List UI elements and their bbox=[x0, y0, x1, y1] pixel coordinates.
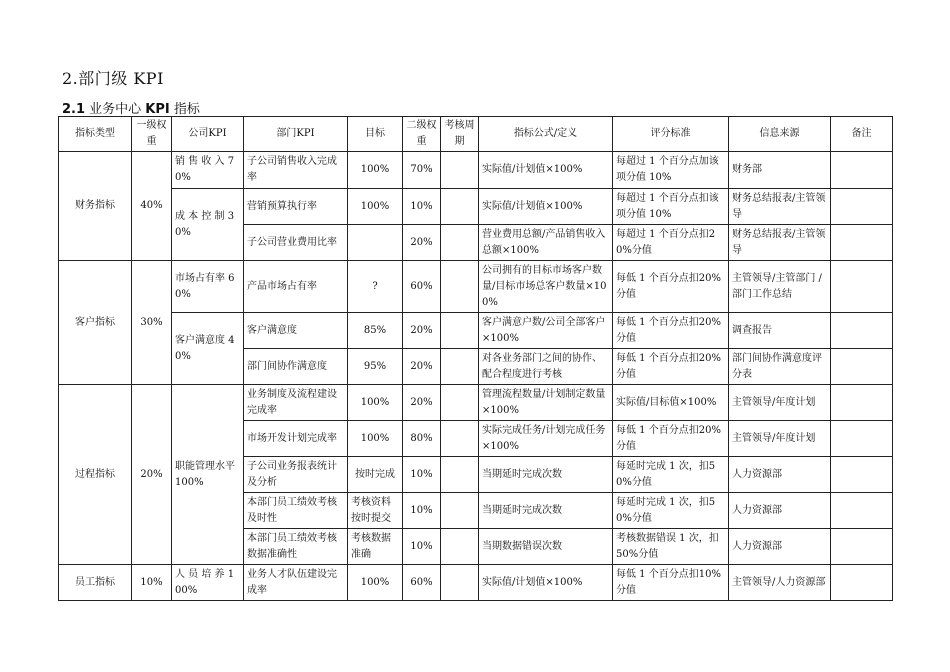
level2-weight-cell: 60% bbox=[403, 565, 441, 601]
formula-cell: 当期延时完成次数 bbox=[479, 493, 613, 529]
indicator-type-cell: 财务指标 bbox=[59, 152, 132, 261]
scoring-cell: 实际值/目标值×100% bbox=[613, 385, 729, 421]
level2-weight-cell: 10% bbox=[403, 189, 441, 225]
formula-cell: 实际完成任务/计划完成任务×100% bbox=[479, 421, 613, 457]
table-row bbox=[59, 565, 893, 601]
company-kpi-cell: 客户满意度 40% bbox=[172, 313, 244, 385]
source-cell: 人力资源部 bbox=[729, 529, 831, 565]
remark-cell bbox=[831, 565, 893, 601]
source-cell: 人力资源部 bbox=[729, 457, 831, 493]
header-cell: 部门KPI bbox=[244, 117, 348, 152]
indicator-type-cell: 过程指标 bbox=[59, 385, 132, 565]
scoring-cell: 每低 1 个百分点扣20%分值 bbox=[613, 349, 729, 385]
table-row bbox=[59, 189, 893, 225]
level2-weight-cell: 10% bbox=[403, 457, 441, 493]
company-kpi-cell: 成 本 控 制 30% bbox=[172, 189, 244, 261]
target-cell: 按时完成 bbox=[348, 457, 403, 493]
dept-kpi-cell: 子公司业务报表统计及分析 bbox=[244, 457, 348, 493]
remark-cell bbox=[831, 421, 893, 457]
remark-cell bbox=[831, 493, 893, 529]
scoring-cell: 每超过 1 个百分点扣该项分值 10% bbox=[613, 189, 729, 225]
level2-weight-cell: 10% bbox=[403, 493, 441, 529]
table-row bbox=[59, 261, 893, 313]
scoring-cell: 每延时完成 1 次，扣50%分值 bbox=[613, 493, 729, 529]
scoring-cell: 考核数据错误 1 次，扣 50%分值 bbox=[613, 529, 729, 565]
indicator-type-cell: 客户指标 bbox=[59, 261, 132, 385]
source-cell: 主管领导/年度计划 bbox=[729, 421, 831, 457]
source-cell: 部门间协作满意度评分表 bbox=[729, 349, 831, 385]
cycle-cell bbox=[441, 349, 479, 385]
dept-kpi-cell: 营销预算执行率 bbox=[244, 189, 348, 225]
header-cell: 指标类型 bbox=[59, 117, 132, 152]
indicator-type-cell: 员工指标 bbox=[59, 565, 132, 601]
cycle-cell bbox=[441, 152, 479, 189]
target-cell: 考核资料按时提交 bbox=[348, 493, 403, 529]
source-cell: 主管领导/人力资源部 bbox=[729, 565, 831, 601]
company-kpi-cell: 人 员 培 养 100% bbox=[172, 565, 244, 601]
level2-weight-cell: 70% bbox=[403, 152, 441, 189]
source-cell: 主管领导/主管部门 /部门工作总结 bbox=[729, 261, 831, 313]
cycle-cell bbox=[441, 189, 479, 225]
section-number: 2.1 bbox=[62, 102, 86, 117]
level2-weight-cell: 20% bbox=[403, 385, 441, 421]
remark-cell bbox=[831, 225, 893, 261]
scoring-cell: 每低 1 个百分点扣20%分值 bbox=[613, 313, 729, 349]
remark-cell bbox=[831, 261, 893, 313]
header-cell: 备注 bbox=[831, 117, 893, 152]
remark-cell bbox=[831, 385, 893, 421]
section-text-1: 业务中心 bbox=[85, 102, 146, 117]
scoring-cell: 每低 1 个百分点扣20%分值 bbox=[613, 261, 729, 313]
target-cell: 100% bbox=[348, 385, 403, 421]
cycle-cell bbox=[441, 385, 479, 421]
page-heading: 2.部门级 KPI bbox=[62, 69, 164, 88]
scoring-cell: 每超过 1 个百分点扣20%分值 bbox=[613, 225, 729, 261]
formula-cell: 公司拥有的目标市场客户数量/目标市场总客户数量×100% bbox=[479, 261, 613, 313]
header-cell: 信息来源 bbox=[729, 117, 831, 152]
header-cell: 二级权重 bbox=[403, 117, 441, 152]
header-cell: 评分标准 bbox=[613, 117, 729, 152]
source-cell: 调查报告 bbox=[729, 313, 831, 349]
remark-cell bbox=[831, 457, 893, 493]
level2-weight-cell: 20% bbox=[403, 313, 441, 349]
formula-cell: 实际值/计划值×100% bbox=[479, 152, 613, 189]
target-cell: ? bbox=[348, 261, 403, 313]
cycle-cell bbox=[441, 529, 479, 565]
table-header-row bbox=[59, 117, 893, 152]
company-kpi-cell: 销 售 收 入 70% bbox=[172, 152, 244, 189]
level1-weight-cell: 40% bbox=[132, 152, 172, 261]
target-cell: 95% bbox=[348, 349, 403, 385]
dept-kpi-cell: 业务制度及流程建设完成率 bbox=[244, 385, 348, 421]
remark-cell bbox=[831, 529, 893, 565]
remark-cell bbox=[831, 313, 893, 349]
cycle-cell bbox=[441, 225, 479, 261]
section-text-2: 指标 bbox=[169, 102, 200, 117]
formula-cell: 实际值/计划值×100% bbox=[479, 189, 613, 225]
dept-kpi-cell: 业务人才队伍建设完成率 bbox=[244, 565, 348, 601]
target-cell: 100% bbox=[348, 421, 403, 457]
section-heading bbox=[62, 98, 200, 117]
header-cell: 一级权重 bbox=[132, 117, 172, 152]
scoring-cell: 每延时完成 1 次，扣50%分值 bbox=[613, 457, 729, 493]
remark-cell bbox=[831, 189, 893, 225]
level2-weight-cell: 20% bbox=[403, 225, 441, 261]
source-cell: 人力资源部 bbox=[729, 493, 831, 529]
dept-kpi-cell: 市场开发计划完成率 bbox=[244, 421, 348, 457]
remark-cell bbox=[831, 152, 893, 189]
company-kpi-cell: 市场占有率 60% bbox=[172, 261, 244, 313]
level2-weight-cell: 80% bbox=[403, 421, 441, 457]
header-cell: 公司KPI bbox=[172, 117, 244, 152]
header-cell: 考核周期 bbox=[441, 117, 479, 152]
dept-kpi-cell: 客户满意度 bbox=[244, 313, 348, 349]
dept-kpi-cell: 子公司销售收入完成率 bbox=[244, 152, 348, 189]
level2-weight-cell: 60% bbox=[403, 261, 441, 313]
level1-weight-cell: 20% bbox=[132, 385, 172, 565]
level2-weight-cell: 20% bbox=[403, 349, 441, 385]
scoring-cell: 每低 1 个百分点扣20%分值 bbox=[613, 421, 729, 457]
dept-kpi-cell: 部门间协作满意度 bbox=[244, 349, 348, 385]
target-cell: 100% bbox=[348, 152, 403, 189]
cycle-cell bbox=[441, 421, 479, 457]
scoring-cell: 每超过 1 个百分点加该项分值 10% bbox=[613, 152, 729, 189]
table-row bbox=[59, 152, 893, 189]
header-cell: 指标公式/定义 bbox=[479, 117, 613, 152]
formula-cell: 当期数据错误次数 bbox=[479, 529, 613, 565]
formula-cell: 客户满意户数/公司全部客户×100% bbox=[479, 313, 613, 349]
target-cell: 85% bbox=[348, 313, 403, 349]
formula-cell: 对各业务部门之间的协作、配合程度进行考核 bbox=[479, 349, 613, 385]
formula-cell: 营业费用总额/产品销售收入总额×100% bbox=[479, 225, 613, 261]
formula-cell: 管理流程数量/计划制定数量×100% bbox=[479, 385, 613, 421]
source-cell: 主管领导/年度计划 bbox=[729, 385, 831, 421]
scoring-cell: 每低 1 个百分点扣10%分值 bbox=[613, 565, 729, 601]
target-cell: 100% bbox=[348, 565, 403, 601]
level2-weight-cell: 10% bbox=[403, 529, 441, 565]
level1-weight-cell: 30% bbox=[132, 261, 172, 385]
header-cell: 目标 bbox=[348, 117, 403, 152]
target-cell: 考核数据准确 bbox=[348, 529, 403, 565]
cycle-cell bbox=[441, 565, 479, 601]
level1-weight-cell: 10% bbox=[132, 565, 172, 601]
company-kpi-cell: 职能管理水平 100% bbox=[172, 385, 244, 565]
table-row bbox=[59, 313, 893, 349]
table-row bbox=[59, 385, 893, 421]
dept-kpi-cell: 产品市场占有率 bbox=[244, 261, 348, 313]
formula-cell: 当期延时完成次数 bbox=[479, 457, 613, 493]
target-cell bbox=[348, 225, 403, 261]
source-cell: 财务总结报表/主管领导 bbox=[729, 189, 831, 225]
kpi-table bbox=[58, 116, 893, 601]
cycle-cell bbox=[441, 457, 479, 493]
target-cell: 100% bbox=[348, 189, 403, 225]
dept-kpi-cell: 子公司营业费用比率 bbox=[244, 225, 348, 261]
remark-cell bbox=[831, 349, 893, 385]
source-cell: 财务部 bbox=[729, 152, 831, 189]
formula-cell: 实际值/计划值×100% bbox=[479, 565, 613, 601]
dept-kpi-cell: 本部门员工绩效考核数据准确性 bbox=[244, 529, 348, 565]
cycle-cell bbox=[441, 313, 479, 349]
section-kpi: KPI bbox=[145, 102, 170, 117]
cycle-cell bbox=[441, 261, 479, 313]
source-cell: 财务总结报表/主管领导 bbox=[729, 225, 831, 261]
dept-kpi-cell: 本部门员工绩效考核及时性 bbox=[244, 493, 348, 529]
cycle-cell bbox=[441, 493, 479, 529]
